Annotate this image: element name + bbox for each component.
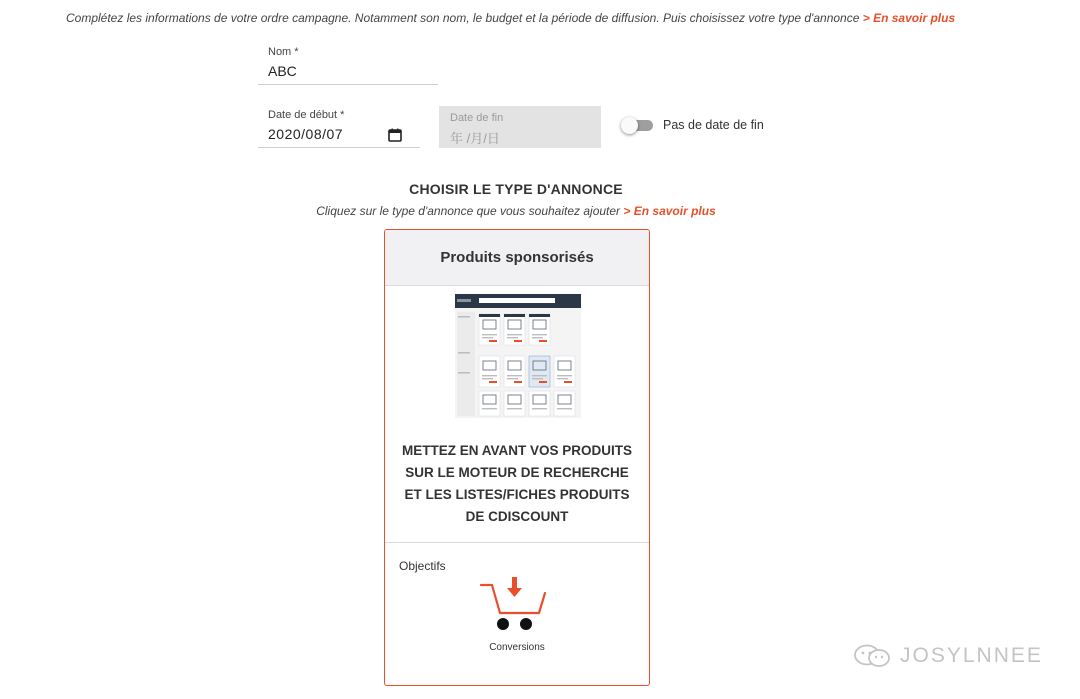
intro-learn-more-link[interactable]: > En savoir plus [862,11,956,25]
toggle-knob [621,117,638,134]
end-date-label: Date de fin [450,112,504,124]
sponsored-products-card[interactable] [384,229,650,686]
watermark [852,641,1043,671]
start-date-input[interactable]: 2020/08/07 [268,126,344,142]
no-end-date-label[interactable]: Pas de date de fin [663,118,764,132]
name-label: Nom * [268,46,299,58]
name-input[interactable]: ABC [268,63,297,79]
start-date-label: Date de début * [268,109,345,121]
ad-type-subtitle [0,204,1032,218]
objective-conversions-label: Conversions [489,642,545,653]
ad-type-subtitle-text: Cliquez sur le type d'annonce que vous souhaitez ajouter [316,204,621,218]
product-listing-screenshot [455,294,581,418]
card-divider [385,542,649,543]
start-date-field[interactable] [258,109,420,148]
wechat-icon [852,643,894,669]
no-end-date-toggle[interactable] [621,119,655,133]
name-field[interactable] [258,46,438,85]
card-title: Produits sponsorisés [385,230,649,286]
card-description: METTEZ EN AVANT VOS PRODUITS SUR LE MOTEUR DE RECHERCHE ET LES LISTES/FICHES PRODUITS DE CDISCOUNT [401,443,632,524]
ad-type-learn-more-link[interactable]: > En savoir plus [623,204,716,218]
intro-text [66,11,955,25]
objectives-label: Objectifs [399,559,446,573]
cart-down-arrow-icon [479,575,549,633]
calendar-icon[interactable] [388,128,402,142]
intro-description: Complétez les informations de votre ordre campagne. Notamment son nom, le budget et la période de diffusion. Puis choisissez votre type d'annonce [66,11,860,25]
end-date-field [439,106,601,148]
ad-type-title: CHOISIR LE TYPE D'ANNONCE [409,181,623,197]
watermark-text: JOSYLNNEE [900,644,1043,667]
end-date-input: 年 /月/日 [450,131,500,146]
